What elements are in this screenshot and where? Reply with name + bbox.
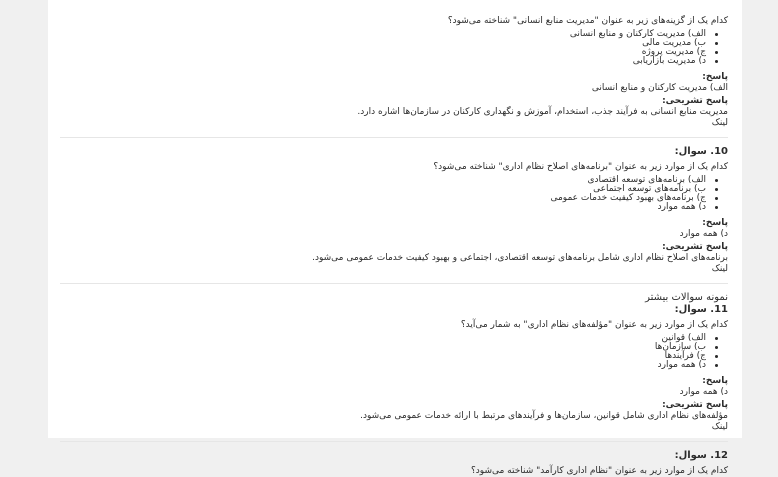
option-item: الف) قوانین (60, 334, 706, 343)
link[interactable]: لینک (711, 264, 728, 274)
option-item: الف) برنامه‌های توسعه اقتصادی (60, 176, 706, 185)
option-item: ب) مدیریت مالی (60, 39, 706, 48)
option-item: ب) سازمان‌ها (60, 343, 706, 352)
question-block-10 (60, 146, 728, 275)
options-list (60, 334, 728, 370)
divider (60, 441, 728, 442)
explanation-label: پاسخ تشریحی: (662, 96, 728, 106)
option-item: ج) برنامه‌های بهبود کیفیت خدمات عمومی (60, 194, 706, 203)
answer-text: د) همه موارد (679, 229, 728, 239)
explanation-label: پاسخ تشریحی: (662, 400, 728, 410)
content-area (48, 0, 742, 477)
answer-text: الف) مدیریت کارکنان و منابع انسانی (591, 83, 728, 93)
option-item: الف) مدیریت کارکنان و منابع انسانی (60, 30, 706, 39)
question-text: کدام یک از موارد زیر به عنوان "نظام اداری کارآمد" شناخته می‌شود؟ (471, 466, 728, 476)
answer-label: پاسخ: (702, 376, 728, 386)
document-page (48, 0, 742, 476)
question-text: کدام یک از موارد زیر به عنوان "برنامه‌های اصلاح نظام اداری" شناخته می‌شود؟ (433, 162, 728, 172)
option-item: ب) برنامه‌های توسعه اجتماعی (60, 185, 706, 194)
explanation-text: برنامه‌های اصلاح نظام اداری شامل برنامه‌های توسعه اقتصادی، اجتماعی و بهبود کیفیت خدمات عمومی می‌شود. (312, 253, 728, 263)
option-item: ج) مدیریت پروژه (60, 48, 706, 57)
question-title: 11. سوال: (674, 304, 728, 315)
option-item: ج) فرآیندها (60, 352, 706, 361)
answer-label: پاسخ: (702, 218, 728, 228)
link[interactable]: لینک (711, 118, 728, 128)
answer-text: د) همه موارد (679, 387, 728, 397)
explanation-text: مدیریت منابع انسانی به فرآیند جذب، استخدام، آموزش و نگهداری کارکنان در سازمان‌ها اشاره دارد. (357, 107, 728, 117)
question-block-12 (60, 450, 728, 477)
explanation-label: پاسخ تشریحی: (662, 242, 728, 252)
option-item: د) مدیریت بازاریابی (60, 57, 706, 66)
link[interactable]: لینک (711, 422, 728, 432)
question-title: 10. سوال: (674, 146, 728, 157)
question-title: 12. سوال: (674, 450, 728, 461)
divider (60, 137, 728, 138)
question-block-11 (60, 292, 728, 433)
question-text: کدام یک از موارد زیر به عنوان "مؤلفه‌های نظام اداری" به شمار می‌آید؟ (460, 320, 728, 330)
option-item: د) همه موارد (60, 361, 706, 370)
options-list (60, 176, 728, 212)
divider (60, 283, 728, 284)
question-block-9 (60, 16, 728, 129)
section-title: نمونه سوالات بیشتر (645, 292, 728, 303)
answer-label: پاسخ: (702, 72, 728, 82)
options-list (60, 30, 728, 66)
option-item: د) همه موارد (60, 203, 706, 212)
question-text: کدام یک از گزینه‌های زیر به عنوان "مدیریت منابع انسانی" شناخته می‌شود؟ (447, 16, 728, 26)
explanation-text: مؤلفه‌های نظام اداری شامل قوانین، سازمان‌ها و فرآیندهای مرتبط با ارائه خدمات عمومی می‌شود. (360, 411, 728, 421)
